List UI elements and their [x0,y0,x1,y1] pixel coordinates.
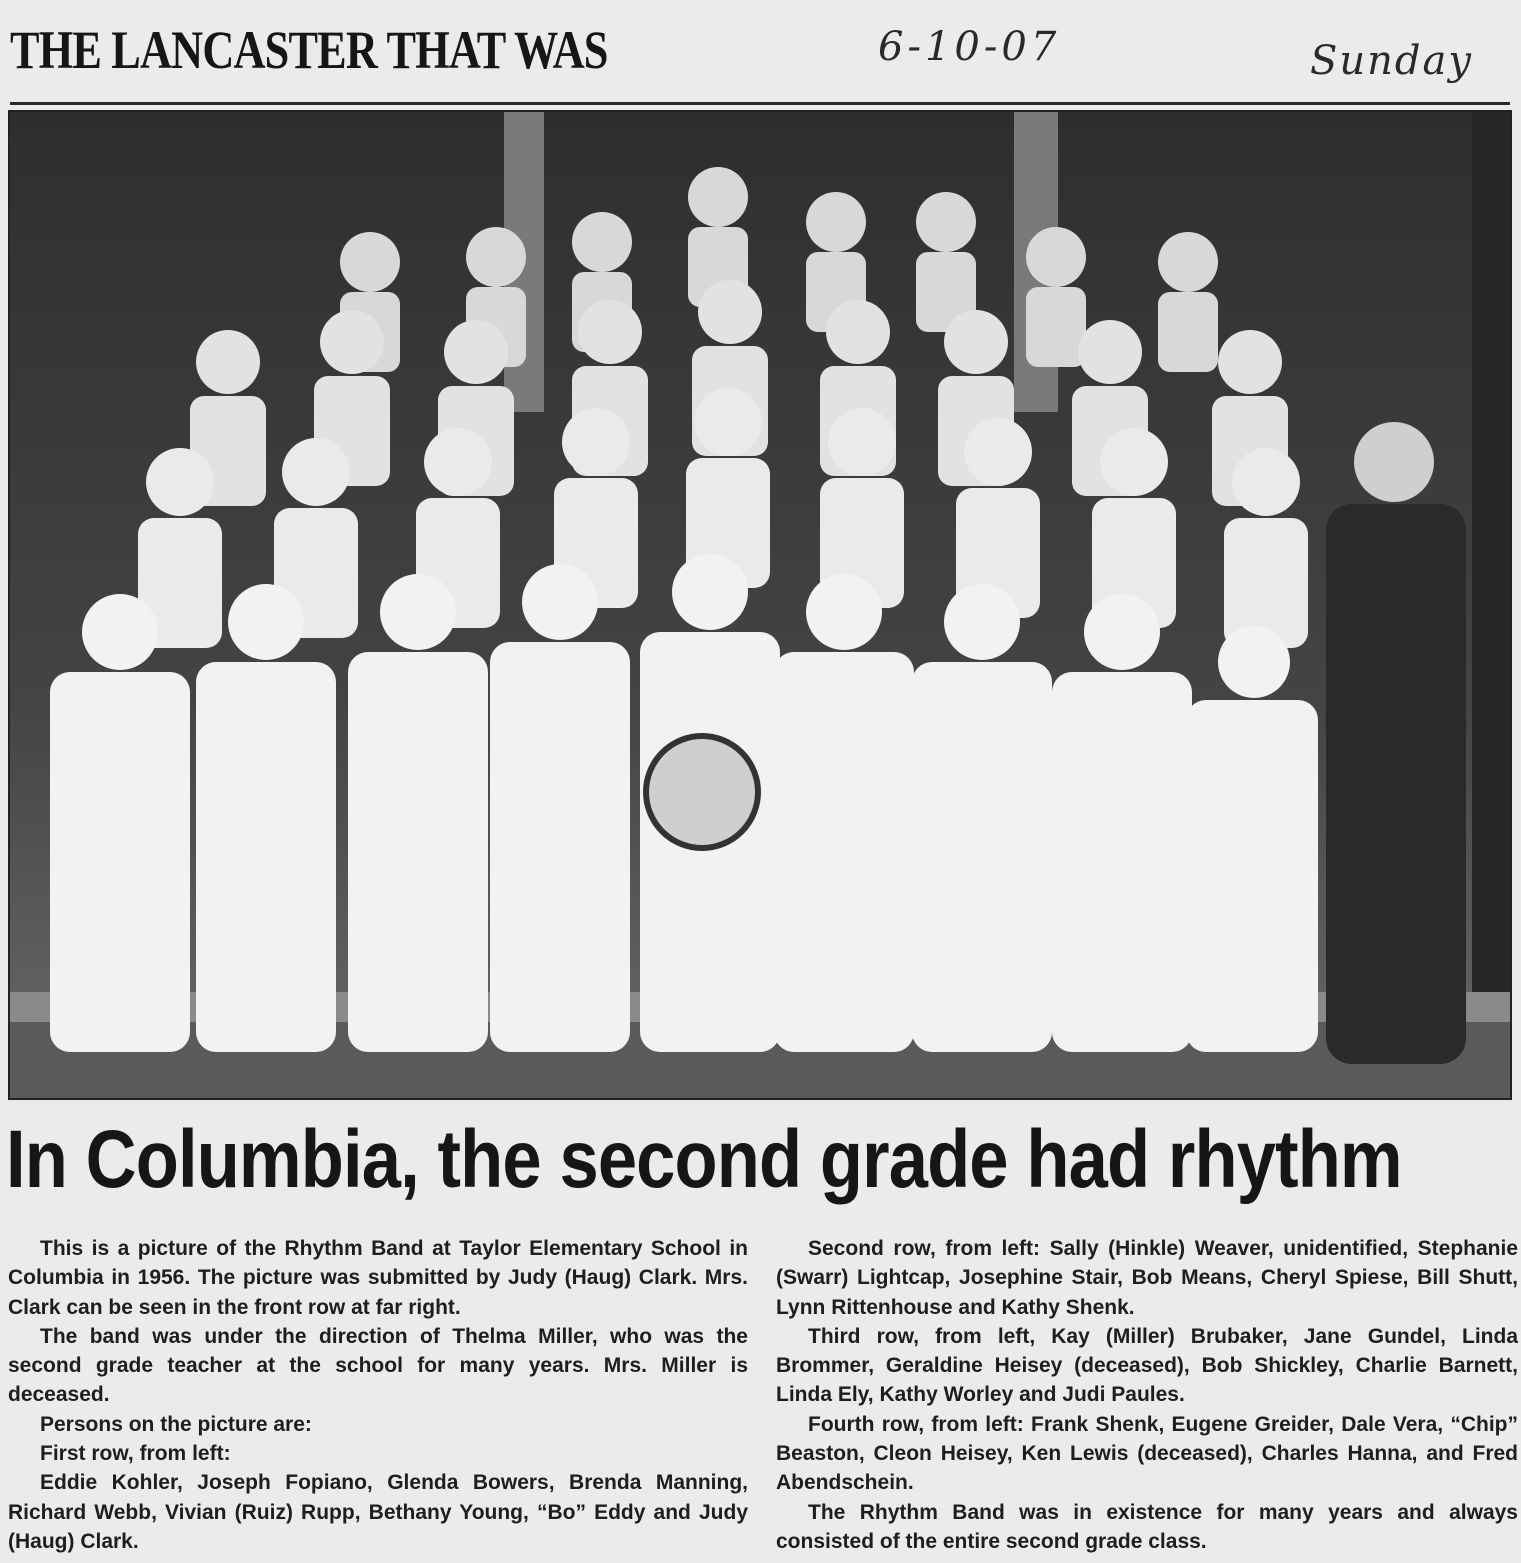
article-column-right [776,1234,1518,1556]
headline: In Columbia, the second grade had rhythm [6,1114,1402,1205]
group-photo-image [10,112,1510,1098]
column-title: THE LANCASTER THAT WAS [10,20,608,80]
group-photo [8,110,1512,1100]
article-paragraph: Fourth row, from left: Frank Shenk, Eugene Greider, Dale Vera, “Chip” Beaston, Cleon Heisey, Ken Lewis (deceased), Charles Hanna, and Fred Abendschein. [776,1412,1518,1495]
article-paragraph: First row, from left: [40,1442,231,1466]
masthead-rule [10,102,1510,105]
handwritten-date: 6-10-07 [878,24,1061,70]
article-paragraph: Eddie Kohler, Joseph Fopiano, Glenda Bowers, Brenda Manning, Richard Webb, Vivian (Ruiz) Rupp, Bethany Young, “Bo” Eddy and Judy (Haug) Clark. [8,1471,748,1553]
article-paragraph: Third row, from left, Kay (Miller) Brubaker, Jane Gundel, Linda Brommer, Geraldine Heisey (deceased), Bob Shickley, Charlie Barnett, Linda Ely, Kathy Worley and Judi Paules. [776,1324,1518,1407]
article-paragraph: The band was under the direction of Thelma Miller, who was the second grade teacher at the school for many years. Mrs. Miller is deceased. [8,1324,748,1407]
article-paragraph: The Rhythm Band was in existence for many years and always consisted of the entire second grade class. [776,1500,1518,1553]
article-paragraph: Second row, from left: Sally (Hinkle) Weaver, unidentified, Stephanie (Swarr) Lightcap, Josephine Stair, Bob Means, Cheryl Spiese, Bill Shutt, Lynn Rittenhouse and Kathy Shenk. [776,1237,1518,1319]
article-paragraph: This is a picture of the Rhythm Band at Taylor Elementary School in Columbia in 1956. The picture was submitted by Judy (Haug) Clark. Mrs. Clark can be seen in the front row at far right. [8,1237,748,1319]
handwritten-day: Sunday [1310,38,1473,84]
masthead [10,16,1510,106]
article-column-left [8,1234,748,1556]
article-paragraph: Persons on the picture are: [40,1412,312,1436]
